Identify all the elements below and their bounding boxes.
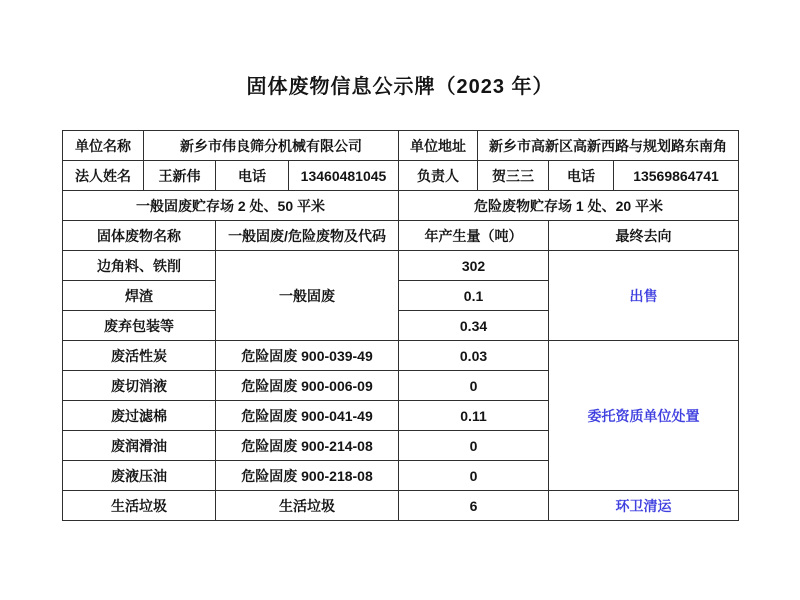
- waste-code-cell: 危险固废 900-218-08: [216, 461, 399, 491]
- table-row-storage: [63, 191, 739, 221]
- legal-person-value-cell: 王新伟: [144, 161, 216, 191]
- waste-code-cell: 危险固废 900-006-09: [216, 371, 399, 401]
- waste-name-cell: 废液压油: [63, 461, 216, 491]
- header-destination-cell: 最终去向: [549, 221, 739, 251]
- unit-address-value-cell: 新乡市高新区高新西路与规划路东南角: [478, 131, 739, 161]
- waste-code-cell: 危险固废 900-214-08: [216, 431, 399, 461]
- waste-amount-cell: 6: [399, 491, 549, 521]
- manager-value-cell: 贺三三: [478, 161, 549, 191]
- waste-row: [63, 491, 739, 521]
- table-row-unit: [63, 131, 739, 161]
- waste-name-cell: 废润滑油: [63, 431, 216, 461]
- legal-phone-value-cell: 13460481045: [289, 161, 399, 191]
- page-title: 固体废物信息公示牌（2023 年）: [246, 76, 554, 98]
- unit-name-value-cell: 新乡市伟良筛分机械有限公司: [144, 131, 399, 161]
- unit-name-label-cell: 单位名称: [63, 131, 144, 161]
- unit-address-label-cell: 单位地址: [399, 131, 478, 161]
- waste-amount-cell: 0.1: [399, 281, 549, 311]
- waste-code-cell: 危险固废 900-039-49: [216, 341, 399, 371]
- waste-amount-cell: 0: [399, 461, 549, 491]
- header-waste-code-cell: 一般固废/危险废物及代码: [216, 221, 399, 251]
- waste-amount-cell: 302: [399, 251, 549, 281]
- waste-amount-cell: 0.11: [399, 401, 549, 431]
- waste-name-cell: 废活性炭: [63, 341, 216, 371]
- waste-destination-cell: 委托资质单位处置: [549, 341, 739, 491]
- waste-name-cell: 生活垃圾: [63, 491, 216, 521]
- waste-row: [63, 251, 739, 281]
- hazardous-storage-cell: 危险废物贮存场 1 处、20 平米: [399, 191, 739, 221]
- waste-name-cell: 废弃包装等: [63, 311, 216, 341]
- header-annual-amount-cell: 年产生量（吨）: [399, 221, 549, 251]
- manager-phone-label-cell: 电话: [549, 161, 614, 191]
- manager-label-cell: 负责人: [399, 161, 478, 191]
- waste-name-cell: 焊渣: [63, 281, 216, 311]
- waste-info-table: [62, 130, 739, 521]
- waste-code-cell: 危险固废 900-041-49: [216, 401, 399, 431]
- waste-row: [63, 341, 739, 371]
- waste-amount-cell: 0.03: [399, 341, 549, 371]
- header-waste-name-cell: 固体废物名称: [63, 221, 216, 251]
- waste-destination-cell: 出售: [549, 251, 739, 341]
- manager-phone-value-cell: 13569864741: [614, 161, 739, 191]
- waste-amount-cell: 0.34: [399, 311, 549, 341]
- waste-destination-cell: 环卫清运: [549, 491, 739, 521]
- table-row-contacts: [63, 161, 739, 191]
- waste-code-cell: 生活垃圾: [216, 491, 399, 521]
- waste-name-cell: 边角料、铁削: [63, 251, 216, 281]
- table-header-row: [63, 221, 739, 251]
- legal-phone-label-cell: 电话: [216, 161, 289, 191]
- waste-name-cell: 废切消液: [63, 371, 216, 401]
- legal-person-label-cell: 法人姓名: [63, 161, 144, 191]
- general-storage-cell: 一般固废贮存场 2 处、50 平米: [63, 191, 399, 221]
- waste-amount-cell: 0: [399, 431, 549, 461]
- waste-name-cell: 废过滤棉: [63, 401, 216, 431]
- waste-amount-cell: 0: [399, 371, 549, 401]
- waste-category-cell: 一般固废: [216, 251, 399, 341]
